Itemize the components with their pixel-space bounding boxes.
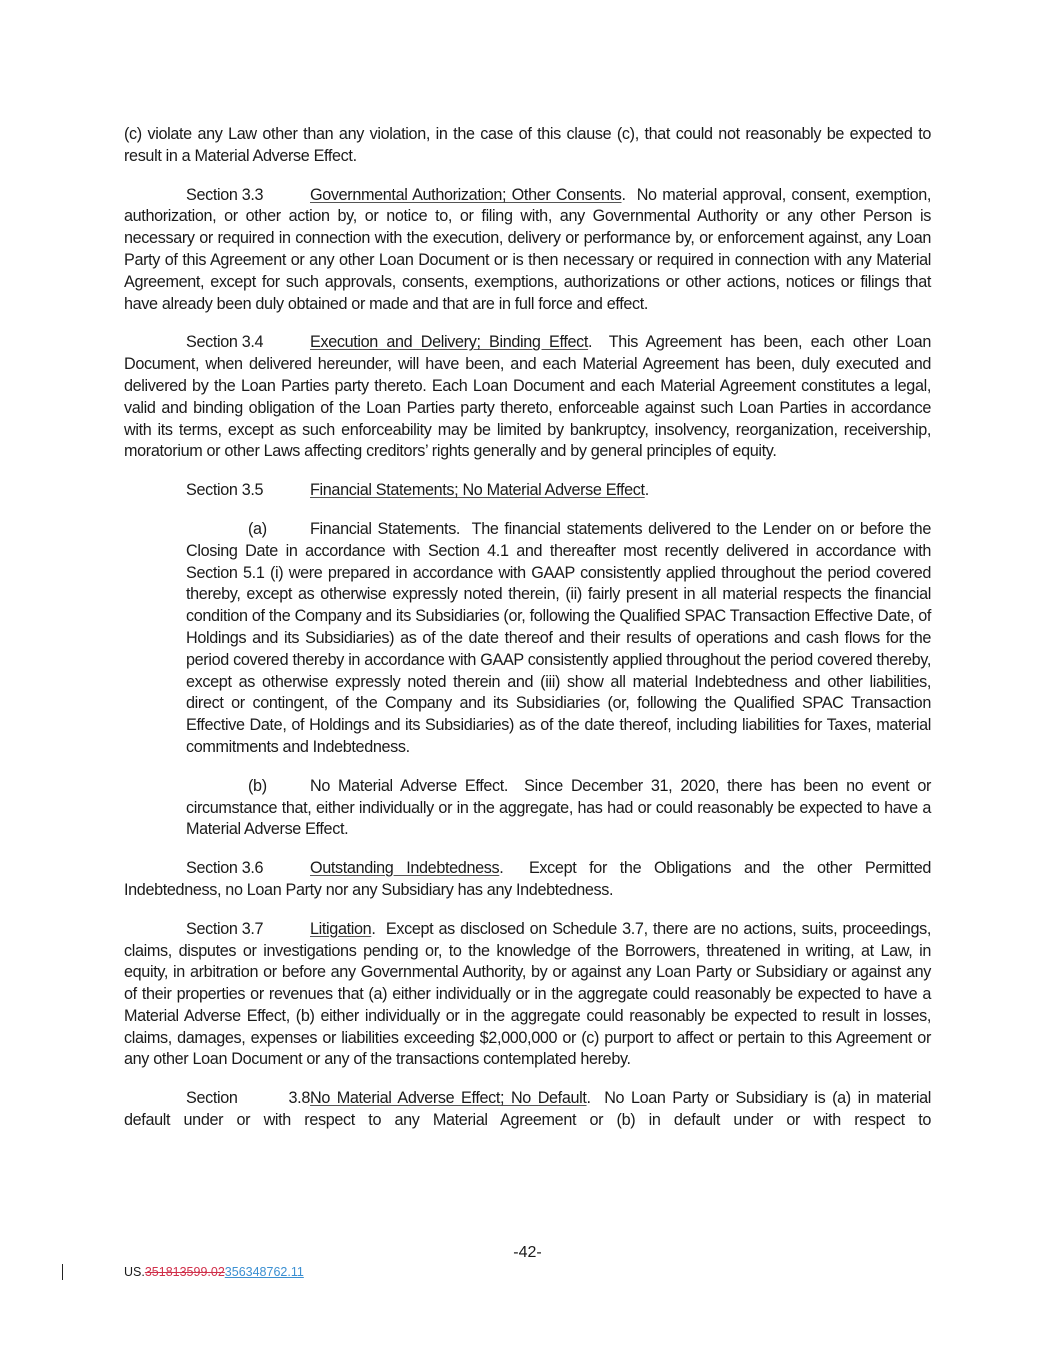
subsection-3-5-b [186,776,931,841]
revision-change-bar [62,1264,63,1280]
section-title: No Material Adverse Effect; No Default [310,1089,587,1108]
section-3-6: Section 3.6 Outstanding Indebtedness. Except for the Obligations and the other Permitted Indebtedness, no Loan Party nor any Subsidiary has any Indebtedness. [124,859,931,899]
section-title: Outstanding Indebtedness [310,859,500,878]
section-body: No material approval, consent, exemption, authorization, or other action by, or notice to, or filing with, any Governmental Authority or any other Person is necessary or required in connection with the execution, delivery or performance by, or enforcement against, any Loan Party of this Agreement or any other Loan Document or is then necessary or required in connection with any Material Agreement, except for such approvals, consents, exemptions, authorizations or other actions, notices or filings that have already been duly obtained or made and that are in full force and effect. [124,185,932,313]
subsection-title: No Material Adverse Effect. [310,776,509,795]
section-number: Section 3.6 [186,859,264,878]
section-number: Section 3.8 [186,1089,310,1108]
subsection-body: Since December 31, 2020, there has been no event or circumstance that, either individually or in the aggregate, has had or could reasonably be expected to have a Material Adverse Effect. [186,776,932,839]
section-body: Except for the Obligations and the other Permitted Indebtedness, no Loan Party nor any Subsidiary has any Indebtedness. [124,859,931,899]
subsection-title: Financial Statements. [310,519,461,538]
page-number: -42- [513,1244,542,1261]
opening-paragraph: (c) violate any Law other than any violation, in the case of this clause (c), that could not reasonably be expected to result in a Material Adverse Effect. [124,125,931,165]
section-number: Section 3.4 [186,333,264,352]
document-page [124,124,931,1149]
section-title: Financial Statements; No Material Adverse Effect [310,481,645,500]
subsection-body: The financial statements delivered to the Lender on or before the Closing Date in accordance with Section 4.1 and thereafter most recently delivered in accordance with Section 5.1 (i) were prepared in accordance with GAAP consistently applied throughout the period covered thereby, except as otherwise expressly noted therein, (ii) fairly present in all material respects the financial condition of the Company and its Subsidiaries (or, following the Qualified SPAC Transaction Effective Date, of Holdings and its Subsidiaries) as of the date thereof and their results of operations and cash flows for the period covered thereby in accordance with GAAP consistently applied throughout the period covered thereby, except as otherwise expressly noted therein and (iii) show all material Indebtedness and other liabilities, direct or contingent, of the Company and its Subsidiaries (or, following the Qualified SPAC Transaction Effective Date, of Holdings and its Subsidiaries) as of the date thereof, including liabilities for Taxes, material commitments and Indebtedness. [186,519,931,756]
subsection-label: (a) [248,519,267,538]
section-3-8: Section 3.8No Material Adverse Effect; No Default. No Loan Party or Subsidiary is (a) in material default under or with respect to any Material Agreement or (b) in default under or with respect to [124,1089,932,1130]
subsection-label: (b) [248,776,267,795]
section-number: Section 3.5 [186,481,264,500]
doc-id-deleted: 351813599.02 [144,1265,225,1279]
section-3-3: Section 3.3 Governmental Authorization; Other Consents. No material approval, consent, exemption, authorization, or other action by, or notice to, or filing with, any Governmental Authority or any other Person is necessary or required in connection with the execution, delivery or performance by, or enforcement against, any Loan Party of this Agreement or any other Loan Document or is then necessary or required in connection with any Material Agreement, except for such approvals, consents, exemptions, authorizations or other actions, notices or filings that have already been duly obtained or made and that are in full force and effect. [124,185,932,313]
section-title: Litigation [310,919,372,938]
section-3-4: Section 3.4 Execution and Delivery; Binding Effect. This Agreement has been, each other Loan Document, when delivered hereunder, will have been, and each Material Agreement has been, duly executed and delivered by the Loan Parties party thereto. Each Loan Document and each Material Agreement constitutes a legal, valid and binding obligation of the Loan Parties party thereto, enforceable against such Loan Parties in accordance with its terms, except as such enforceability may be limited by bankruptcy, insolvency, reorganization, receivership, moratorium or other Laws affecting creditors’ rights generally and by general principles of equity. [124,333,931,461]
section-body: This Agreement has been, each other Loan Document, when delivered hereunder, will have been, and each Material Agreement has been, duly executed and delivered by the Loan Parties party thereto. Each Loan Document and each Material Agreement constitutes a legal, valid and binding obligation of the Loan Parties party thereto, enforceable against such Loan Parties in accordance with its terms, except as such enforceability may be limited by bankruptcy, insolvency, reorganization, receivership, moratorium or other Laws affecting creditors’ rights generally and by general principles of equity. [124,333,931,461]
section-title: Governmental Authorization; Other Consents [310,185,622,204]
doc-id-inserted: 356348762.11 [224,1265,304,1279]
section-number: Section 3.3 [186,185,264,204]
section-body: Except as disclosed on Schedule 3.7, there are no actions, suits, proceedings, claims, disputes or investigations pending or, to the knowledge of the Borrowers, threatened in writing, at Law, in equity, in arbitration or before any Governmental Authority, by or against any Loan Party or Subsidiary or against any of their properties or revenues that (a) either individually or in the aggregate could reasonably be expected to have a Material Adverse Effect, (b) either individually or in the aggregate could reasonably be expected to result in losses, claims, damages, expenses or liabilities exceeding $2,000,000 or (c) purport to affect or pertain to this Agreement or any other Loan Document or any of the transactions contemplated hereby. [124,919,931,1069]
section-number: Section 3.7 [186,919,264,938]
section-3-5: Section 3.5 Financial Statements; No Material Adverse Effect. [124,480,931,502]
document-id-footer [124,1265,304,1279]
section-body: No Loan Party or Subsidiary is (a) in material default under or with respect to any Material Agreement or (b) in default under or with respect to [124,1089,932,1130]
section-3-7: Section 3.7 Litigation. Except as disclosed on Schedule 3.7, there are no actions, suits, proceedings, claims, disputes or investigations pending or, to the knowledge of the Borrowers, threatened in writing, at Law, in equity, in arbitration or before any Governmental Authority, by or against any Loan Party or Subsidiary or against any of their properties or revenues that (a) either individually or in the aggregate could reasonably be expected to have a Material Adverse Effect, (b) either individually or in the aggregate could reasonably be expected to result in losses, claims, damages, expenses or liabilities exceeding $2,000,000 or (c) purport to affect or pertain to this Agreement or any other Loan Document or any of the transactions contemplated hereby. [124,919,931,1069]
section-title: Execution and Delivery; Binding Effect [310,333,589,352]
subsection-3-5-a [186,519,931,759]
doc-id-prefix: US. [124,1265,145,1279]
